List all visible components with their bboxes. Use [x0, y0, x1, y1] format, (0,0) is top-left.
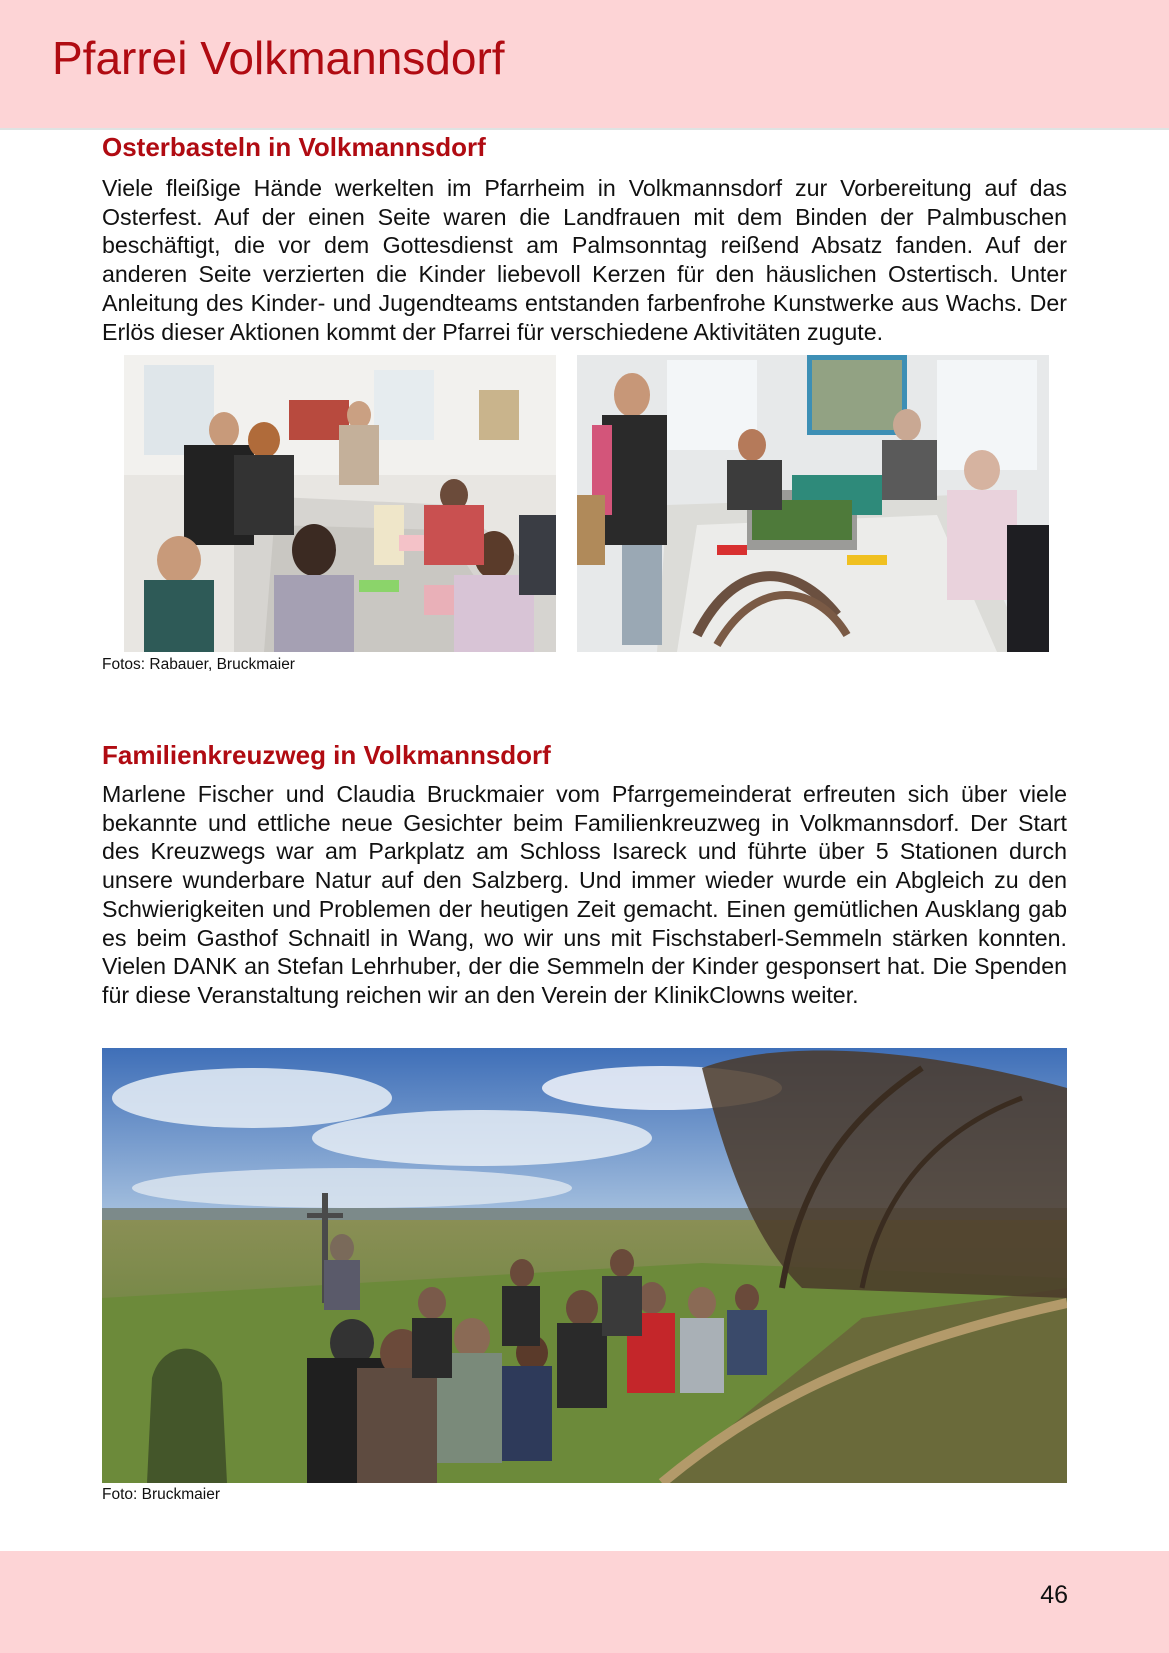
section-heading-familienkreuzweg: Familienkreuzweg in Volkmannsdorf: [102, 740, 551, 770]
section-body-osterbasteln: Viele fleißige Hände werkelten im Pfarrheim in Volkmannsdorf zur Vorbereitung auf das Osterfest. Auf der einen Seite waren die Landfrauen mit dem Binden der Palmbuschen beschäftigt, die vor dem Gottesdienst am Palmsonntag reißend Absatz fanden. Auf der anderen Seite verzierten die Kinder liebevoll Kerzen für den häuslichen Ostertisch. Unter Anleitung des Kinder- und Jugendteams entstanden farbenfrohe Kunstwerke aus Wachs. Der Erlös dieser Aktionen kommt der Pfarrei für verschiedene Aktivitäten zugute.: [102, 175, 1067, 345]
section-body-familienkreuzweg: Marlene Fischer und Claudia Bruckmaier vom Pfarrgemeinderat erfreuten sich über viele bekannte und ettliche neue Gesichter beim Familienkreuzweg in Volkmannsdorf. Der Start des Kreuzwegs war am Parkplatz am Schloss Isareck und führte über 5 Stationen durch unsere wunderbare Natur auf den Salzberg. Und immer wieder wurde ein Abgleich zu den Schwierigkeiten und Problemen der heutigen Zeit gemacht. Einen gemütlichen Ausklang gab es beim Gasthof Schnaitl in Wang, wo wir uns mit Fischstaberl-Semmeln stärken konnten. Vielen DANK an Stefan Lehrhuber, der die Semmeln der Kinder gesponsert hat. Die Spenden für diese Veranstaltung reichen wir an den Verein der KlinikClowns weiter.: [102, 781, 1067, 1008]
photo-family-way-of-cross: [102, 1048, 1067, 1483]
parish-title: Pfarrei Volkmannsdorf: [52, 32, 505, 84]
photo-credit-osterbasteln: Fotos: Rabauer, Bruckmaier: [102, 656, 295, 673]
page-number: 46: [1040, 1581, 1068, 1609]
photo-credit-familienkreuzweg: Foto: Bruckmaier: [102, 1486, 221, 1503]
photo-palm-binding: [577, 355, 1049, 652]
photo-candle-decorating: [124, 355, 556, 652]
page-header: [0, 0, 1169, 130]
section-heading-osterbasteln: Osterbasteln in Volkmannsdorf: [102, 132, 486, 162]
page-footer: [0, 1551, 1169, 1653]
